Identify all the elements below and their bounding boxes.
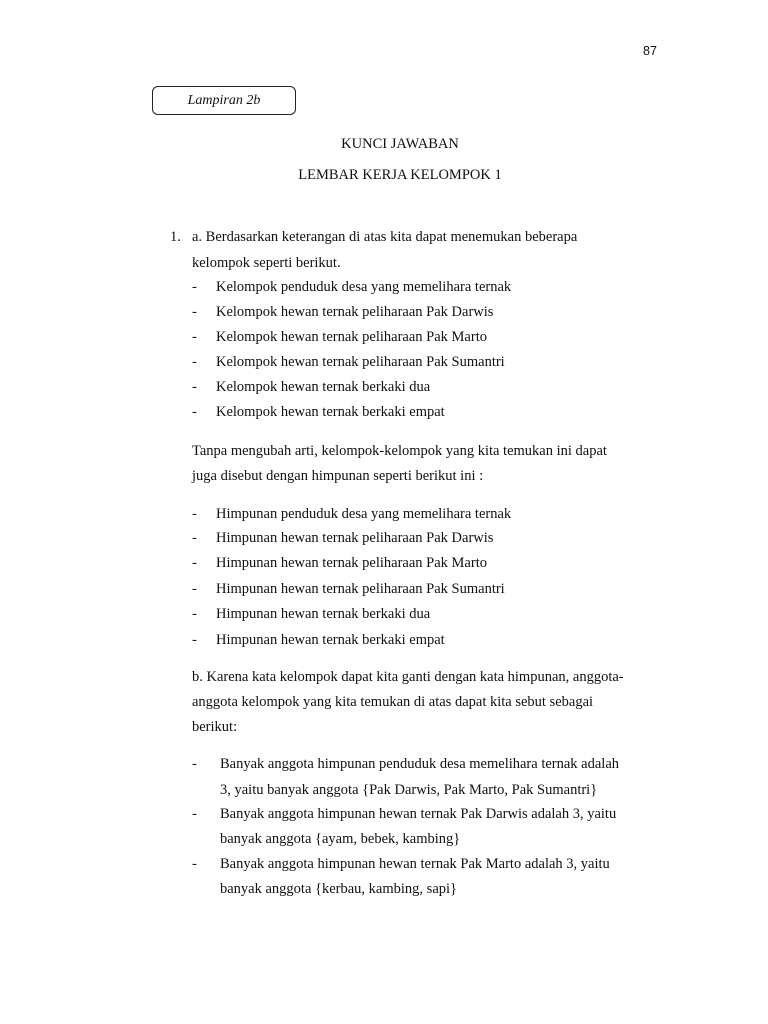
page-number: 87 <box>643 44 657 58</box>
appendix-label: Lampiran 2b <box>187 93 261 108</box>
list-bullet: - <box>192 806 197 822</box>
part-b-line-1: b. Karena kata kelompok dapat kita ganti dengan kata himpunan, anggota- <box>192 669 624 685</box>
paragraph-line-1: Tanpa mengubah arti, kelompok-kelompok yang kita temukan ini dapat <box>192 443 607 459</box>
appendix-label-box <box>152 86 296 115</box>
list-item-line-2: banyak anggota {ayam, bebek, kambing} <box>220 831 461 847</box>
list-item-line-1: Banyak anggota himpunan hewan ternak Pak Marto adalah 3, yaitu <box>220 856 610 872</box>
list-bullet: - <box>192 555 197 571</box>
list-bullet: - <box>192 329 197 345</box>
list-item-line-2: banyak anggota {kerbau, kambing, sapi} <box>220 881 457 897</box>
list-bullet: - <box>192 404 197 420</box>
part-a-line-2: kelompok seperti berikut. <box>192 255 341 271</box>
list-bullet: - <box>192 581 197 597</box>
list-item: Kelompok hewan ternak peliharaan Pak Marto <box>216 329 487 345</box>
list-bullet: - <box>192 304 197 320</box>
list-item: Himpunan hewan ternak peliharaan Pak Darwis <box>216 530 494 546</box>
list-bullet: - <box>192 379 197 395</box>
list-item: Himpunan hewan ternak peliharaan Pak Sumantri <box>216 581 505 597</box>
list-item: Himpunan hewan ternak berkaki empat <box>216 632 445 648</box>
list-bullet: - <box>192 856 197 872</box>
list-item: Kelompok hewan ternak peliharaan Pak Sumantri <box>216 354 505 370</box>
list-item: Kelompok hewan ternak peliharaan Pak Darwis <box>216 304 494 320</box>
list-bullet: - <box>192 606 197 622</box>
list-bullet: - <box>192 506 197 522</box>
list-item: Kelompok penduduk desa yang memelihara ternak <box>216 279 512 295</box>
document-subtitle: LEMBAR KERJA KELOMPOK 1 <box>298 167 502 183</box>
list-bullet: - <box>192 756 197 772</box>
list-item: Kelompok hewan ternak berkaki dua <box>216 379 431 395</box>
part-a-line-1: a. Berdasarkan keterangan di atas kita dapat menemukan beberapa <box>192 229 578 245</box>
part-b-line-3: berikut: <box>192 719 238 735</box>
question-number: 1. <box>170 229 181 245</box>
part-b-line-2: anggota kelompok yang kita temukan di atas dapat kita sebut sebagai <box>192 694 594 710</box>
list-item-line-1: Banyak anggota himpunan hewan ternak Pak Darwis adalah 3, yaitu <box>220 806 617 822</box>
list-item: Himpunan hewan ternak peliharaan Pak Marto <box>216 555 487 571</box>
list-item: Kelompok hewan ternak berkaki empat <box>216 404 445 420</box>
list-bullet: - <box>192 354 197 370</box>
list-item: Himpunan hewan ternak berkaki dua <box>216 606 431 622</box>
list-item-line-2: 3, yaitu banyak anggota {Pak Darwis, Pak Marto, Pak Sumantri} <box>220 782 598 798</box>
list-bullet: - <box>192 530 197 546</box>
list-bullet: - <box>192 279 197 295</box>
list-item-line-1: Banyak anggota himpunan penduduk desa memelihara ternak adalah <box>220 756 620 772</box>
paragraph-line-2: juga disebut dengan himpunan seperti berikut ini : <box>192 468 484 484</box>
list-item: Himpunan penduduk desa yang memelihara ternak <box>216 506 512 522</box>
document-title: KUNCI JAWABAN <box>341 136 459 152</box>
list-bullet: - <box>192 632 197 648</box>
